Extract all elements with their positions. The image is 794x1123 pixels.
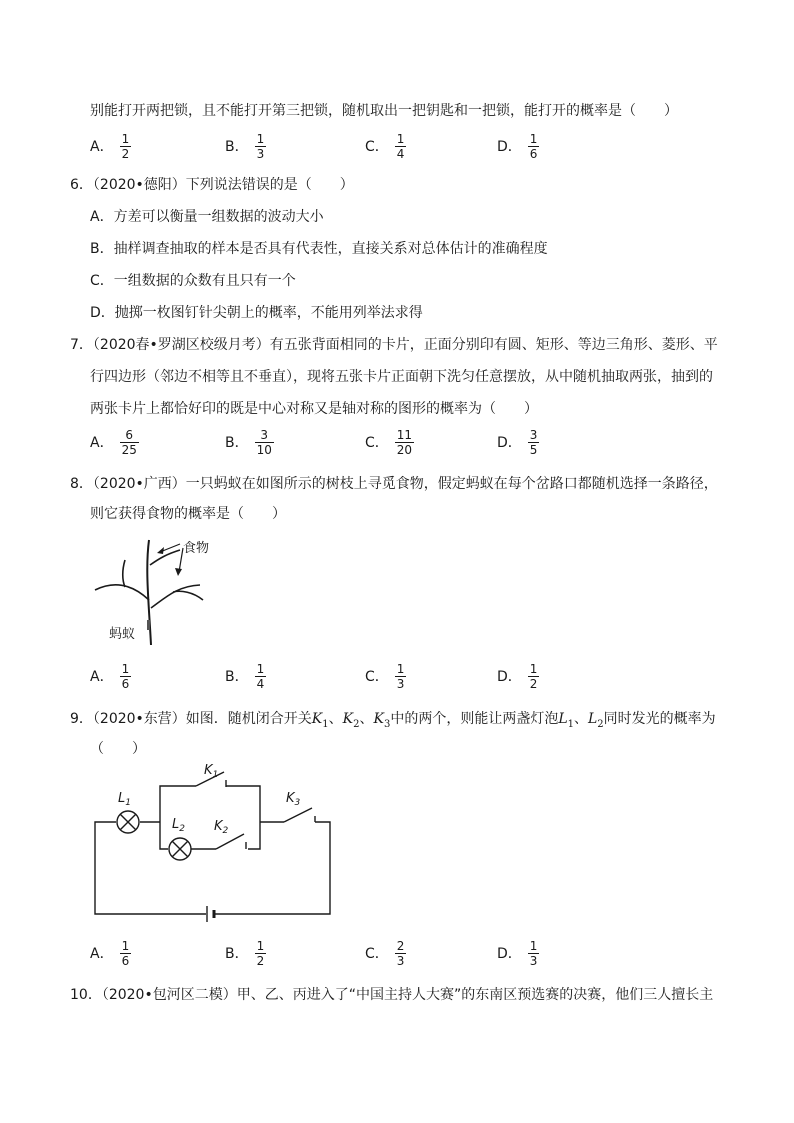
- fraction: $\frac{1}{6}$: [121, 661, 130, 691]
- q8-stem-line2: 则它获得食物的概率是（ ）: [90, 506, 286, 522]
- q9-option-a[interactable]: A． $\frac{1}{6}$: [90, 938, 130, 968]
- q9-option-c[interactable]: C． $\frac{2}{3}$: [365, 938, 405, 968]
- label-k3: $K_3$: [286, 791, 301, 808]
- q8-option-b[interactable]: B． $\frac{1}{4}$: [225, 661, 265, 691]
- label-k2: $K_2$: [214, 819, 229, 836]
- q5-stem: 别能打开两把锁，且不能打开第三把锁，随机取出一把钥匙和一把锁，能打开的概率是（ ）: [90, 103, 678, 119]
- ant-label: 蚂蚁: [109, 627, 136, 642]
- q8-options: [90, 658, 730, 694]
- label-l2: $L_2$: [172, 817, 185, 834]
- label-k1: $K_1$: [204, 763, 219, 780]
- fraction: $\frac{3}{10}$: [256, 427, 272, 457]
- q9-option-b[interactable]: B． $\frac{1}{2}$: [225, 938, 265, 968]
- q7-stem-line3: 两张卡片上都恰好印的既是中心对称又是轴对称的图形的概率为（ ）: [90, 401, 538, 417]
- right-branch: [151, 585, 200, 608]
- q7-stem-line1: 7．（2020春•罗湖区校级月考）有五张背面相同的卡片，正面分别印有圆、矩形、等边三角形、菱形、平: [70, 337, 718, 353]
- switch-k3-blade: [284, 808, 312, 822]
- q5-option-b[interactable]: B． $\frac{1}{3}$: [225, 131, 265, 161]
- fraction: $\frac{1}{3}$: [529, 938, 538, 968]
- q8-option-c[interactable]: C． $\frac{1}{3}$: [365, 661, 405, 691]
- fraction: $\frac{1}{2}$: [256, 938, 265, 968]
- q9-stem-line2: （ ）: [90, 741, 146, 757]
- upper-twig: [150, 550, 180, 565]
- food-label: 食物: [183, 541, 210, 556]
- q6-choice-a[interactable]: A．方差可以衡量一组数据的波动大小: [90, 209, 324, 225]
- switch-k1: $K_1$: [311, 711, 329, 730]
- q7-option-c[interactable]: C． $\frac{11}{20}$: [365, 427, 413, 457]
- fraction: $\frac{1}{4}$: [396, 131, 405, 161]
- fraction: $\frac{1}{6}$: [529, 131, 538, 161]
- fraction: $\frac{1}{2}$: [121, 131, 130, 161]
- q9-options: [90, 935, 730, 971]
- food-arrowhead-2: [175, 568, 182, 576]
- q6-choice-b[interactable]: B．抽样调查抽取的样本是否具有代表性，直接关系对总体估计的准确程度: [90, 241, 548, 257]
- q7-stem-line2: 行四边形（邻边不相等且不垂直），现将五张卡片正面朝下洗匀任意摆放，从中随机抽取两张，抽到的: [90, 369, 713, 385]
- main-wire-loop: [95, 822, 206, 914]
- fraction: $\frac{1}{3}$: [396, 661, 405, 691]
- fraction: $\frac{11}{20}$: [396, 427, 413, 457]
- fraction: $\frac{1}{3}$: [256, 131, 265, 161]
- switch-k2-blade: [216, 834, 244, 849]
- circuit-diagram: [88, 762, 338, 922]
- fraction: $\frac{6}{25}$: [121, 427, 137, 457]
- q7-options: [90, 424, 730, 460]
- fraction: $\frac{1}{2}$: [529, 661, 538, 691]
- parallel-right-rail: [226, 786, 260, 849]
- left-twig: [123, 560, 125, 587]
- q8-stem-line1: 8．（2020•广西）一只蚂蚁在如图所示的树枝上寻觅食物，假定蚂蚁在每个岔路口都随机选择一条路径，: [70, 476, 718, 492]
- q7-option-a[interactable]: A． $\frac{6}{25}$: [90, 427, 137, 457]
- q5-option-d[interactable]: D． $\frac{1}{6}$: [497, 131, 538, 161]
- q5-option-a[interactable]: A． $\frac{1}{2}$: [90, 131, 130, 161]
- fraction: $\frac{3}{5}$: [529, 427, 538, 457]
- q9-option-d[interactable]: D． $\frac{1}{3}$: [497, 938, 538, 968]
- right-twig: [173, 591, 203, 600]
- q6-choice-c[interactable]: C．一组数据的众数有且只有一个: [90, 273, 296, 289]
- switch-k3: $K_3$: [373, 711, 391, 730]
- q5-options: [90, 128, 730, 164]
- bulb-l2: $L_2$: [588, 711, 604, 730]
- q7-option-d[interactable]: D． $\frac{3}{5}$: [497, 427, 538, 457]
- fraction: $\frac{1}{6}$: [121, 938, 130, 968]
- q7-option-b[interactable]: B． $\frac{3}{10}$: [225, 427, 272, 457]
- food-arrowhead-1: [157, 547, 164, 554]
- switch-k2: $K_2$: [342, 711, 360, 730]
- q10-stem: 10．（2020•包河区二模）甲、乙、丙进入了“中国主持人大赛”的东南区预选赛的决赛，他们三人擅长主: [70, 987, 714, 1003]
- main-wire-return: [214, 822, 330, 914]
- tree-branch-figure: [85, 530, 225, 655]
- q5-option-c[interactable]: C． $\frac{1}{4}$: [365, 131, 405, 161]
- q9-stem-line1: 9．（2020•东营）如图．随机闭合开关$K_1$、$K_2$、$K_3$中的两个，则能让两盏灯泡$L_1$、$L_2$同时发光的概率为: [70, 711, 716, 730]
- q8-option-d[interactable]: D． $\frac{1}{2}$: [497, 661, 538, 691]
- bulb-l1: $L_1$: [558, 711, 574, 730]
- ant-icon: [147, 620, 150, 630]
- q6-choice-d[interactable]: D．抛掷一枚图钉针尖朝上的概率，不能用列举法求得: [90, 305, 423, 321]
- label-l1: $L_1$: [118, 791, 131, 808]
- q8-option-a[interactable]: A． $\frac{1}{6}$: [90, 661, 130, 691]
- q6-stem: 6．（2020•德阳）下列说法错误的是（ ）: [70, 177, 354, 193]
- fraction: $\frac{2}{3}$: [396, 938, 405, 968]
- left-branch: [95, 585, 149, 600]
- fraction: $\frac{1}{4}$: [256, 661, 265, 691]
